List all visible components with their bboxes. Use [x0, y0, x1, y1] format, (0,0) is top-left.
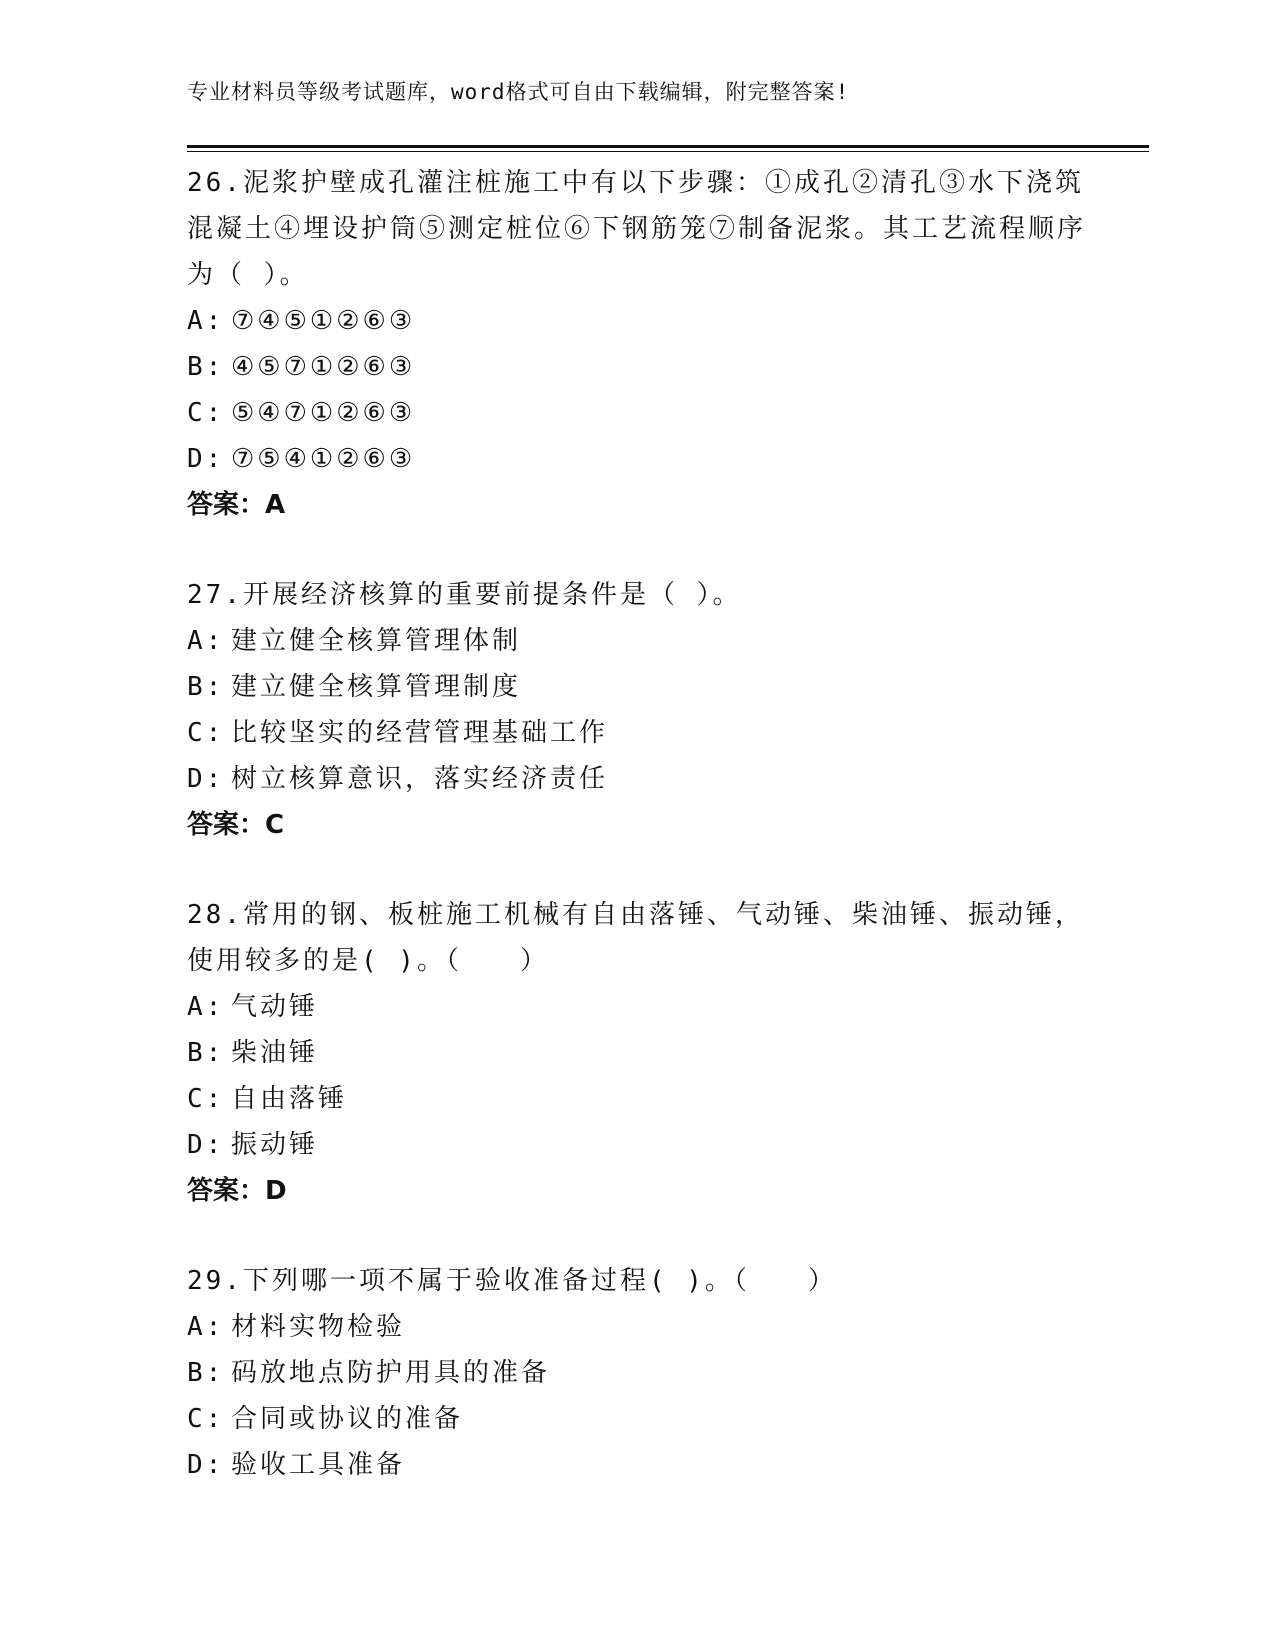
option-b: [187, 344, 1087, 390]
option-letter: A:: [187, 626, 225, 656]
option-text: 合同或协议的准备: [231, 1404, 464, 1434]
question-list: [187, 160, 1087, 1488]
header-rule-thin: [187, 151, 1149, 152]
option-letter: B:: [187, 352, 225, 382]
option-a: [187, 984, 1087, 1030]
question-spacer: [187, 848, 1087, 892]
option-letter: D:: [187, 1130, 225, 1160]
option-b: [187, 664, 1087, 710]
option-text: 柴油锤: [231, 1038, 319, 1068]
option-text: ④⑤⑦①②⑥③: [231, 352, 416, 382]
option-a: [187, 1304, 1087, 1350]
option-letter: A:: [187, 1312, 225, 1342]
option-d: [187, 1442, 1087, 1488]
answer-line: 答案：D: [187, 1176, 287, 1206]
question-stem: 27.开展经济核算的重要前提条件是（ ）。: [187, 580, 742, 610]
option-text: 气动锤: [231, 992, 319, 1022]
option-a: [187, 618, 1087, 664]
option-letter: C:: [187, 398, 225, 428]
option-text: 建立健全核算管理体制: [231, 626, 522, 656]
answer-line: 答案：C: [187, 810, 285, 840]
option-text: ⑤④⑦①②⑥③: [231, 398, 416, 428]
question-stem: 29.下列哪一项不属于验收准备过程( )。（ ）: [187, 1266, 837, 1296]
question-spacer: [187, 528, 1087, 572]
question-stem: 28.常用的钢、板桩施工机械有自由落锤、气动锤、柴油锤、振动锤，使用较多的是( )。（ ）: [187, 900, 1084, 976]
question-29: [187, 1258, 1087, 1488]
option-text: 振动锤: [231, 1130, 319, 1160]
question-26: [187, 160, 1087, 528]
option-letter: A:: [187, 992, 225, 1022]
option-letter: C:: [187, 1084, 225, 1114]
question-spacer: [187, 1214, 1087, 1258]
option-d: [187, 756, 1087, 802]
option-c: [187, 390, 1087, 436]
option-text: ⑦④⑤①②⑥③: [231, 306, 416, 336]
option-letter: B:: [187, 1038, 225, 1068]
option-text: 材料实物检验: [231, 1312, 406, 1342]
answer-line: 答案：A: [187, 490, 286, 520]
option-letter: D:: [187, 444, 225, 474]
option-d: [187, 1122, 1087, 1168]
question-stem: 26.泥浆护壁成孔灌注桩施工中有以下步骤：①成孔②清孔③水下浇筑混凝土④埋设护筒⑤测定桩位⑥下钢筋笼⑦制备泥浆。其工艺流程顺序为（ ）。: [187, 168, 1087, 290]
option-letter: A:: [187, 306, 225, 336]
option-text: 建立健全核算管理制度: [231, 672, 522, 702]
option-letter: C:: [187, 718, 225, 748]
option-c: [187, 1396, 1087, 1442]
question-27: [187, 572, 1087, 848]
question-28: [187, 892, 1087, 1214]
option-text: 比较坚实的经营管理基础工作: [231, 718, 609, 748]
option-text: 树立核算意识，落实经济责任: [231, 764, 609, 794]
option-letter: B:: [187, 672, 225, 702]
option-letter: C:: [187, 1404, 225, 1434]
option-text: 自由落锤: [231, 1084, 348, 1114]
option-letter: B:: [187, 1358, 225, 1388]
option-d: [187, 436, 1087, 482]
option-c: [187, 710, 1087, 756]
option-a: [187, 298, 1087, 344]
header-rule-thick: [187, 145, 1149, 148]
option-letter: D:: [187, 764, 225, 794]
page-header: 专业材料员等级考试题库，word格式可自由下载编辑，附完整答案!: [187, 80, 850, 104]
option-text: ⑦⑤④①②⑥③: [231, 444, 416, 474]
option-b: [187, 1030, 1087, 1076]
option-text: 码放地点防护用具的准备: [231, 1358, 551, 1388]
option-letter: D:: [187, 1450, 225, 1480]
option-text: 验收工具准备: [231, 1450, 406, 1480]
option-c: [187, 1076, 1087, 1122]
option-b: [187, 1350, 1087, 1396]
